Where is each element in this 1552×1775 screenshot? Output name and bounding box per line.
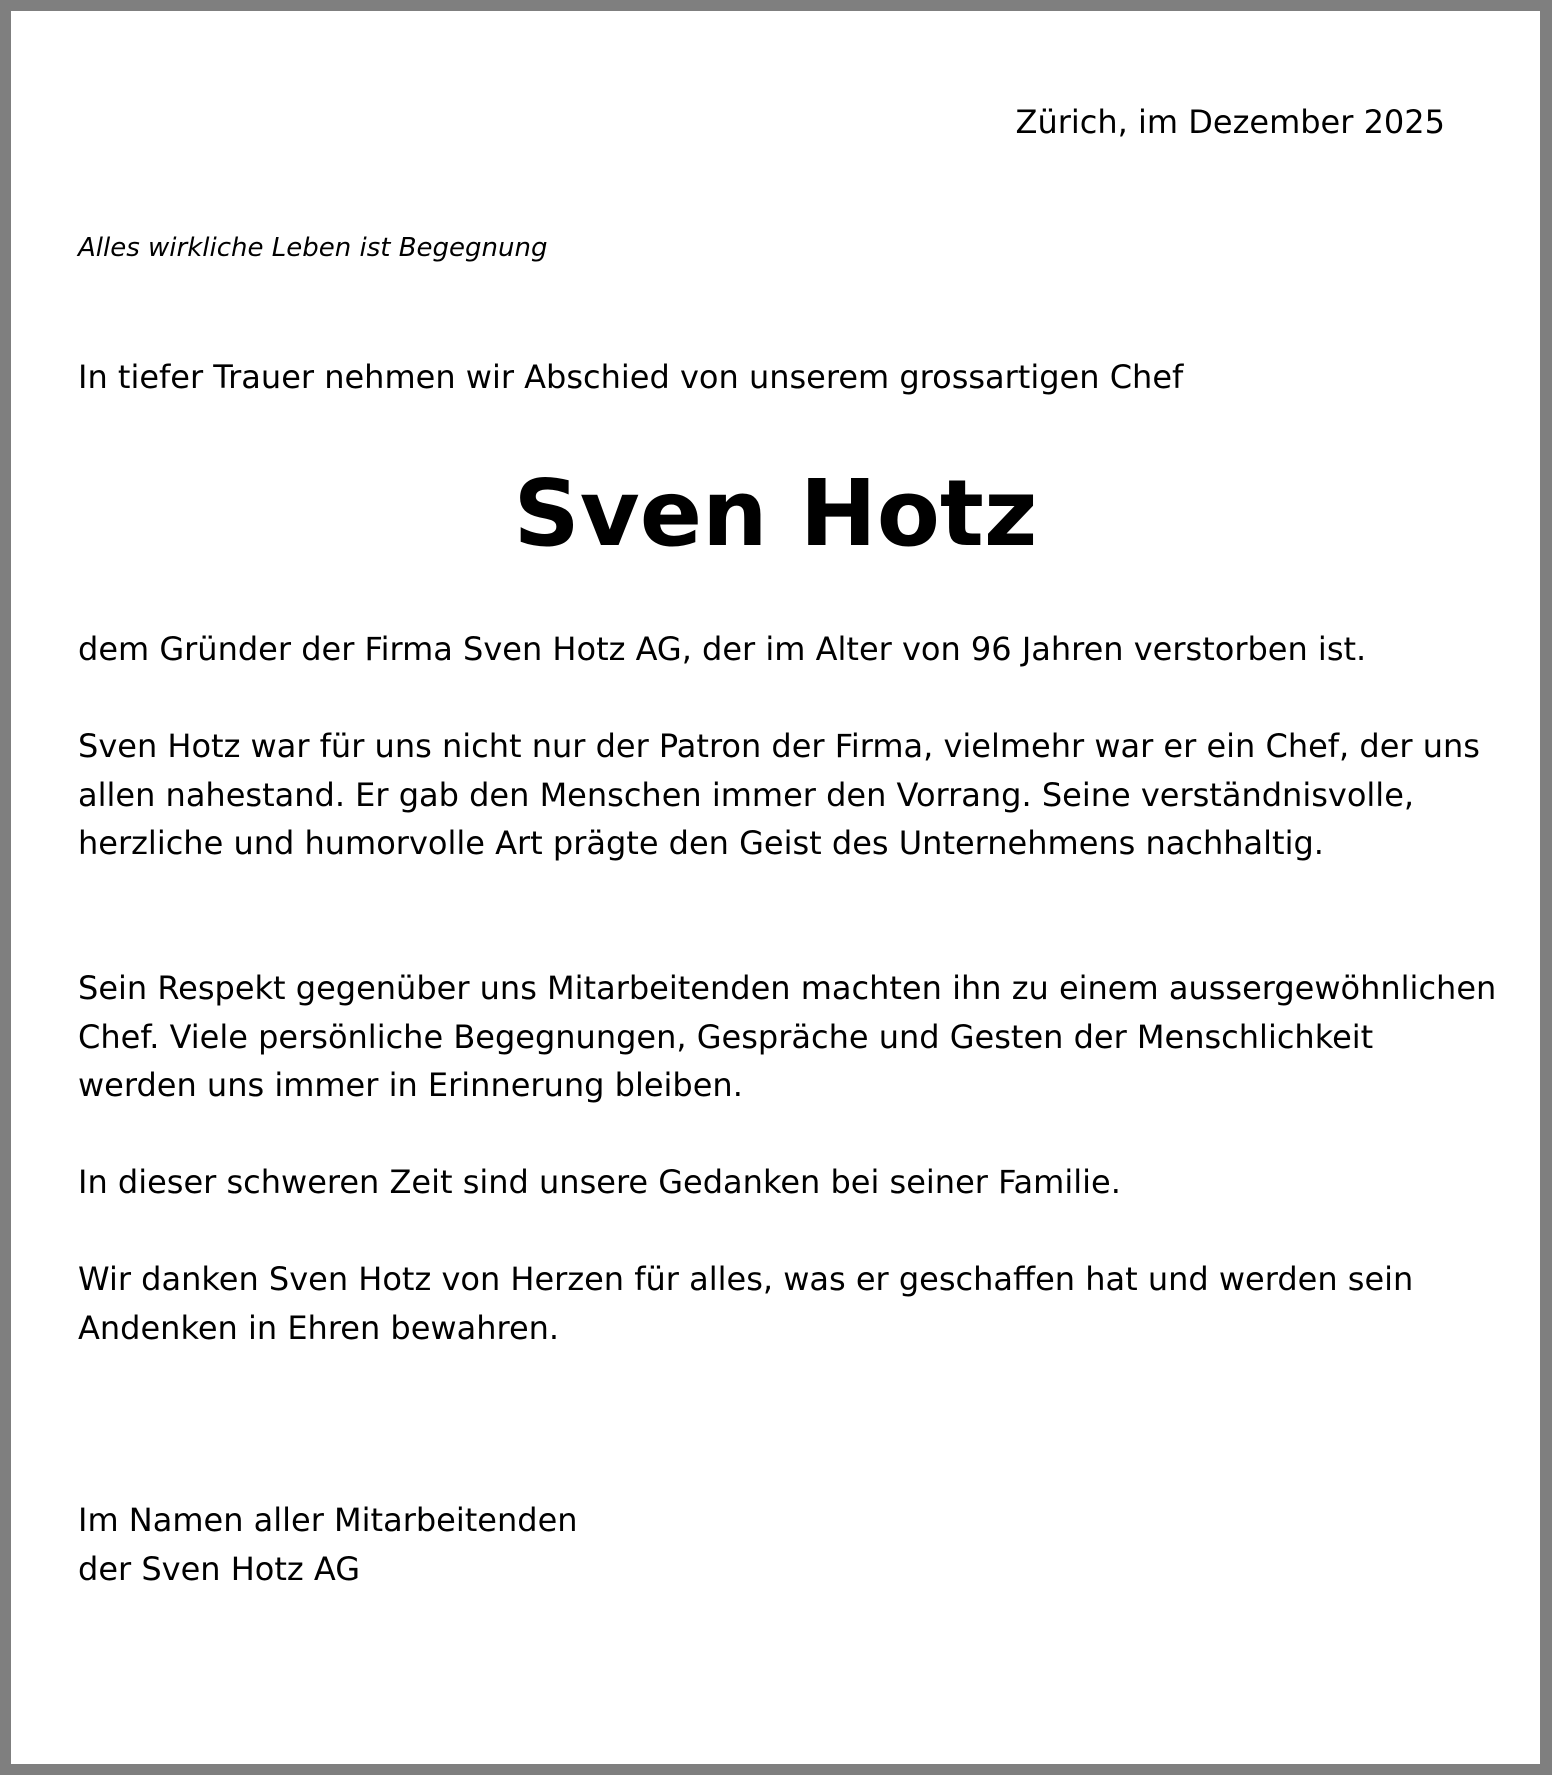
- paragraph-respect: Sein Respekt gegenüber uns Mitarbeitenden machten ihn zu einem aussergewöhnlichen Chef. Viele persönliche Begegnungen, Gespräche und Gesten der Menschlichkeit werden uns immer in Erinnerung bleiben.: [78, 969, 1497, 1104]
- motto: Alles wirkliche Leben ist Begegnung: [78, 233, 548, 263]
- paragraph-patron: Sven Hotz war für uns nicht nur der Patron der Firma, vielmehr war er ein Chef, der uns allen nahestand. Er gab den Menschen immer den Vorrang. Seine verständnisvolle, herzliche und humorvolle Art prägte den Geist des Unternehmens nachhaltig.: [78, 727, 1480, 862]
- signature-line-2: der Sven Hotz AG: [78, 1549, 360, 1588]
- intro-line: In tiefer Trauer nehmen wir Abschied von unserem grossartigen Chef: [78, 358, 1184, 396]
- signature-block: [78, 1496, 578, 1593]
- deceased-name: Sven Hotz: [513, 460, 1038, 567]
- obituary-page: [11, 11, 1540, 1764]
- signature-line-1: Im Namen aller Mitarbeitenden: [78, 1501, 578, 1539]
- paragraph-founder: dem Gründer der Firma Sven Hotz AG, der im Alter von 96 Jahren verstorben ist.: [78, 630, 1367, 668]
- paragraph-thanks: Wir danken Sven Hotz von Herzen für alles, was er geschaffen hat und werden sein Andenken in Ehren bewahren.: [78, 1260, 1414, 1347]
- place-date: Zürich, im Dezember 2025: [1015, 103, 1445, 141]
- paragraph-family: In dieser schweren Zeit sind unsere Gedanken bei seiner Familie.: [78, 1163, 1121, 1201]
